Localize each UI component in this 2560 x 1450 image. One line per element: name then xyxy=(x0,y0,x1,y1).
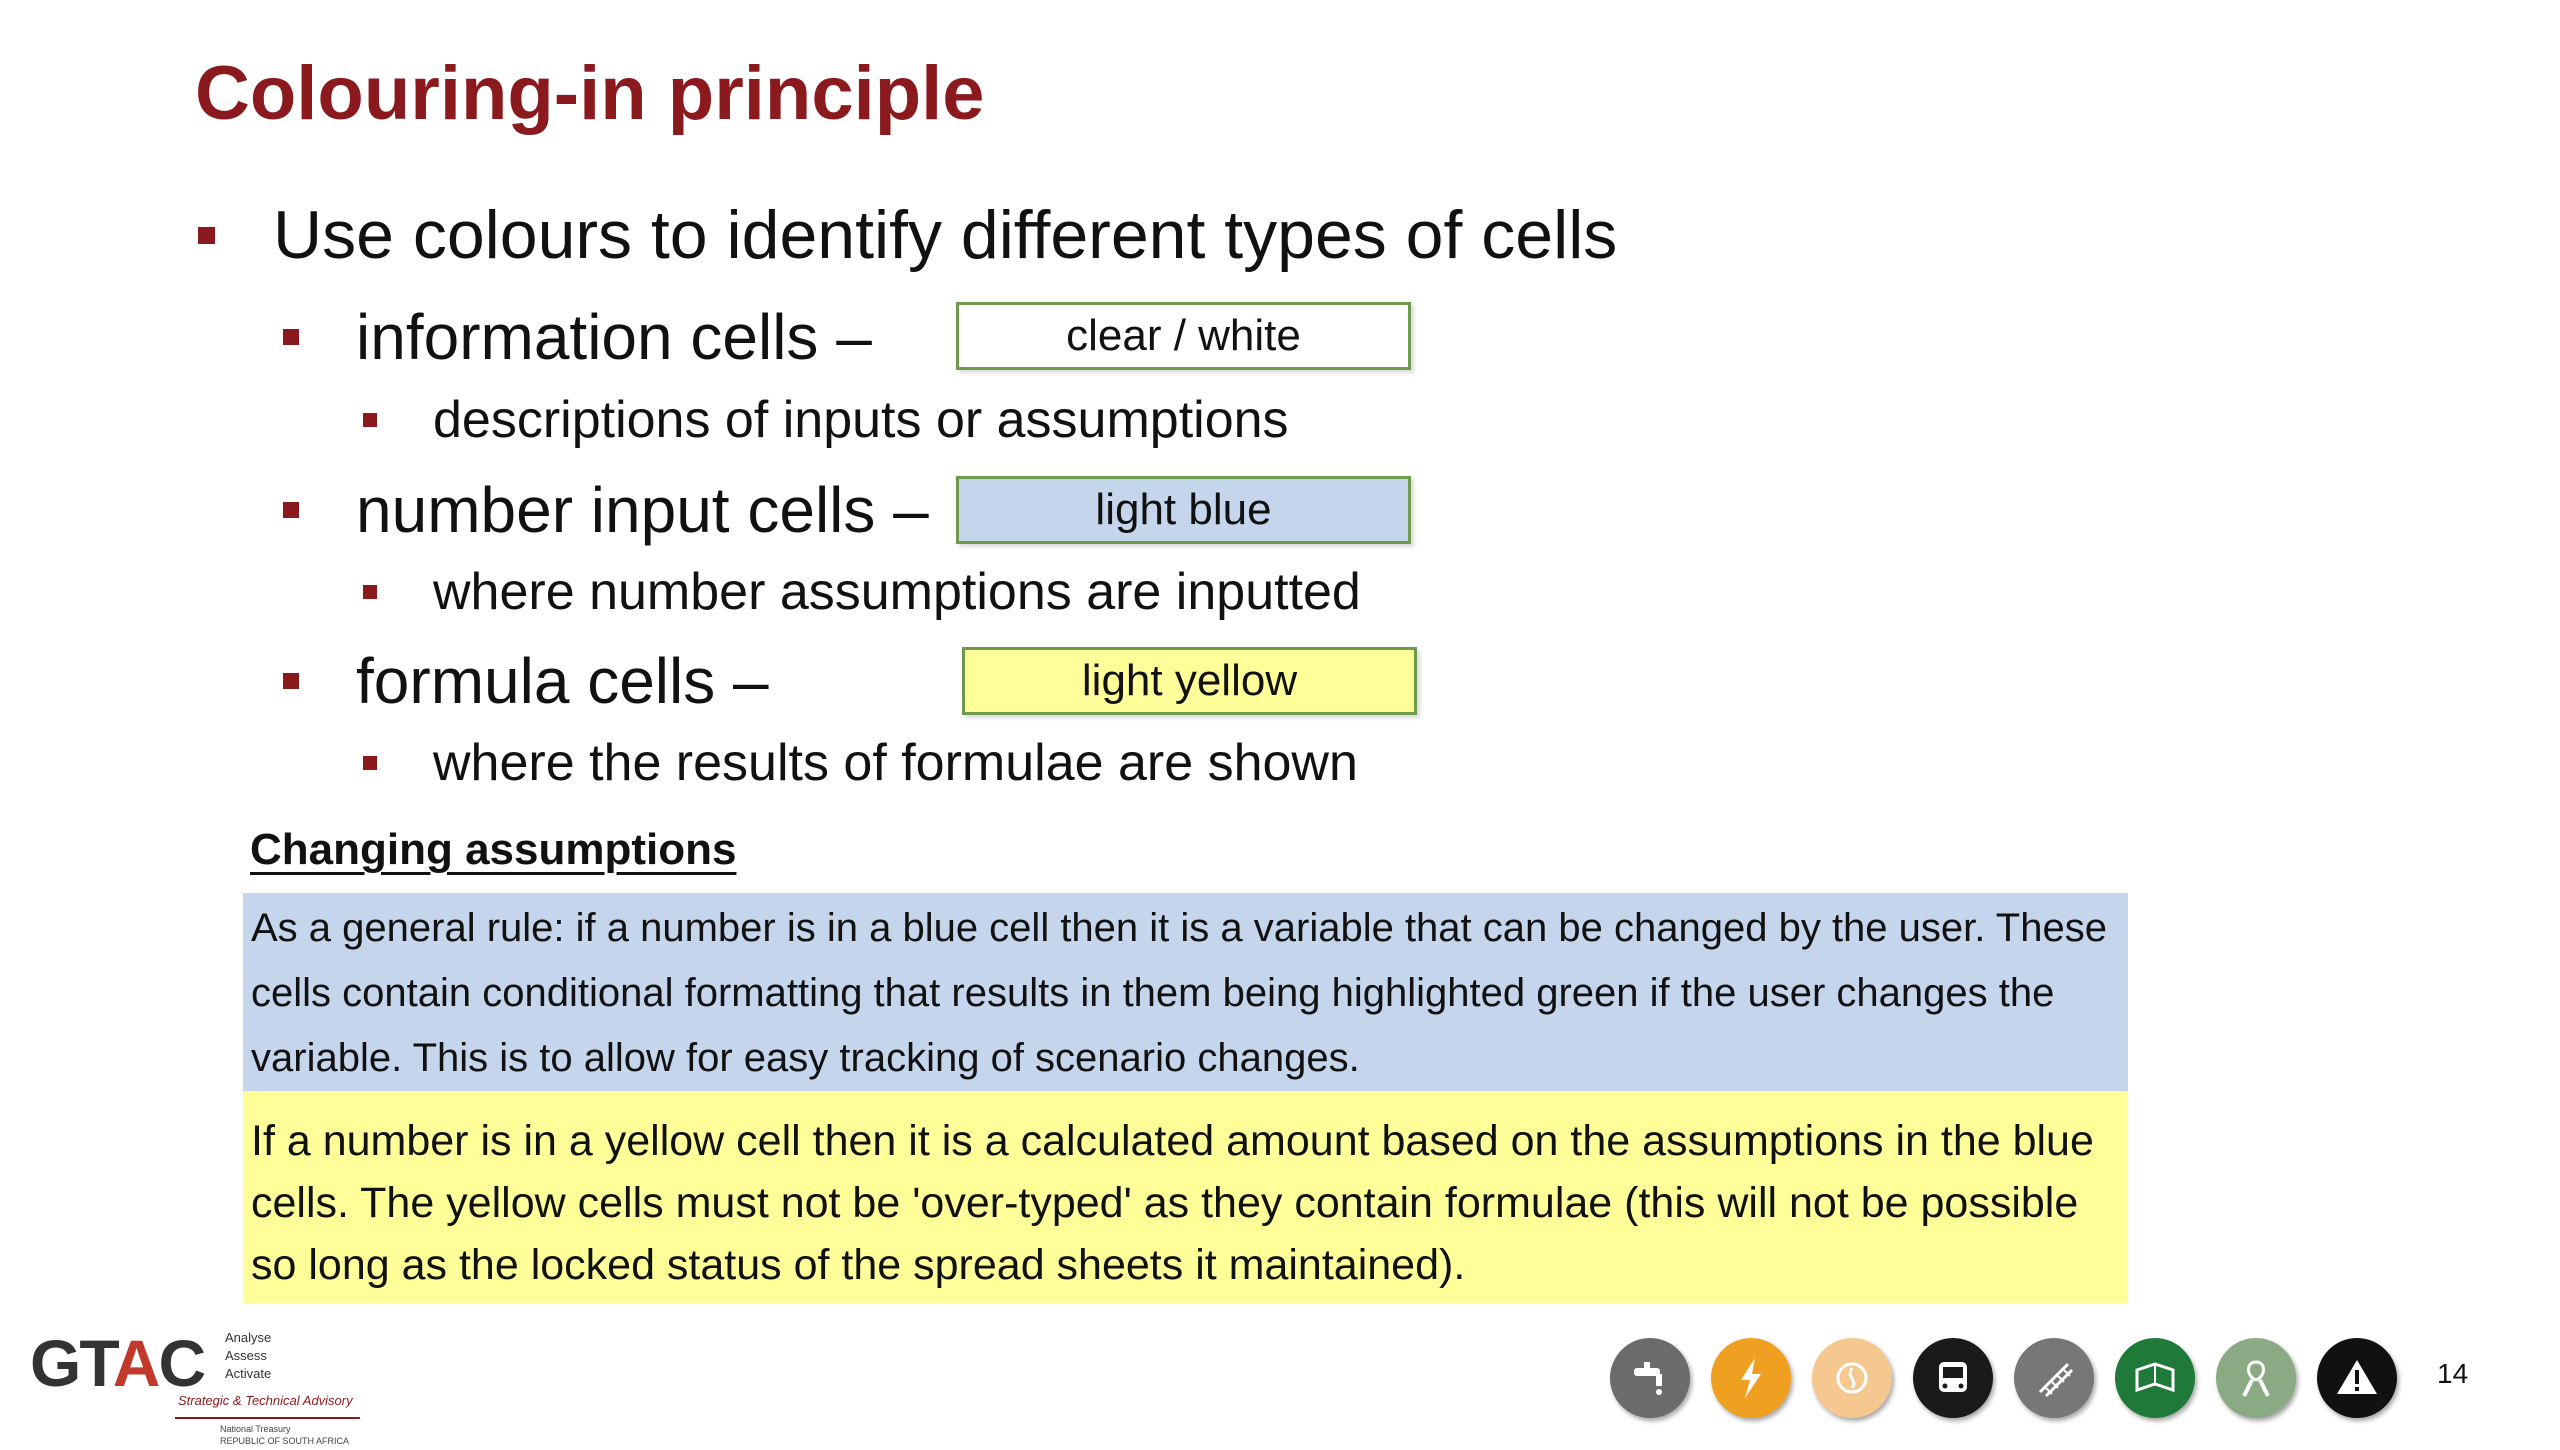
gtac-tagline: Analyse Assess Activate xyxy=(225,1330,272,1381)
gtac-divider xyxy=(175,1417,360,1419)
bullet-marker xyxy=(363,413,377,427)
number-input-cells-label: number input cells – xyxy=(356,474,929,546)
health-ribbon-icon xyxy=(2216,1338,2296,1418)
light-yellow-swatch: light yellow xyxy=(962,647,1417,715)
page-number: 14 xyxy=(2437,1358,2469,1389)
bus-transport-icon xyxy=(1913,1338,1993,1418)
main-bullet xyxy=(198,196,1617,274)
bullet-marker xyxy=(363,585,377,599)
information-detail-text: descriptions of inputs or assumptions xyxy=(433,391,1289,449)
bullet-marker xyxy=(363,756,377,770)
gtac-subtitle: Strategic & Technical Advisory xyxy=(178,1393,353,1408)
gas-icon xyxy=(1812,1338,1892,1418)
blue-rule-note: As a general rule: if a number is in a blue cell then it is a variable that can be changed by the user. These cells contain conditional formatting that results in them being highlighted green if the user changes the variable. This is to allow for easy tracking of scenario changes. xyxy=(243,893,2128,1091)
bullet-marker xyxy=(283,502,299,518)
bullet-marker xyxy=(283,673,299,689)
formula-cells-bullet xyxy=(283,644,769,718)
light-blue-swatch: light blue xyxy=(956,476,1411,544)
bullet-marker xyxy=(198,227,215,244)
yellow-rule-note: If a number is in a yellow cell then it is a calculated amount based on the assumptions in the blue cells. The yellow cells must not be 'over-typed' as they contain formulae (this will not be possible so long as the locked status of the spread sheets it maintained). xyxy=(243,1091,2128,1303)
sector-icons xyxy=(1610,1338,2418,1418)
number-input-detail-text: where number assumptions are inputted xyxy=(433,563,1361,621)
information-cells-label: information cells – xyxy=(356,301,872,373)
information-detail-bullet xyxy=(363,390,1289,450)
main-bullet-text: Use colours to identify different types of cells xyxy=(273,197,1618,273)
rail-icon xyxy=(2014,1338,2094,1418)
water-tap-icon xyxy=(1610,1338,1690,1418)
number-input-cells-bullet xyxy=(283,473,929,547)
slide-title: Colouring-in principle xyxy=(195,51,985,136)
treasury-label: National Treasury REPUBLIC OF SOUTH AFRICA xyxy=(220,1424,350,1446)
changing-assumptions-heading: Changing assumptions xyxy=(250,825,737,874)
bullet-marker xyxy=(283,329,299,345)
white-swatch: clear / white xyxy=(956,302,1411,370)
number-input-detail-bullet xyxy=(363,562,1361,622)
formula-cells-label: formula cells – xyxy=(356,645,769,717)
information-cells-bullet xyxy=(283,300,872,374)
formula-detail-bullet xyxy=(363,733,1358,793)
warning-icon xyxy=(2317,1338,2397,1418)
education-book-icon xyxy=(2115,1338,2195,1418)
gtac-wordmark: GTAC xyxy=(30,1326,205,1400)
electricity-icon xyxy=(1711,1338,1791,1418)
gtac-logo xyxy=(30,1325,360,1450)
formula-detail-text: where the results of formulae are shown xyxy=(433,734,1358,792)
